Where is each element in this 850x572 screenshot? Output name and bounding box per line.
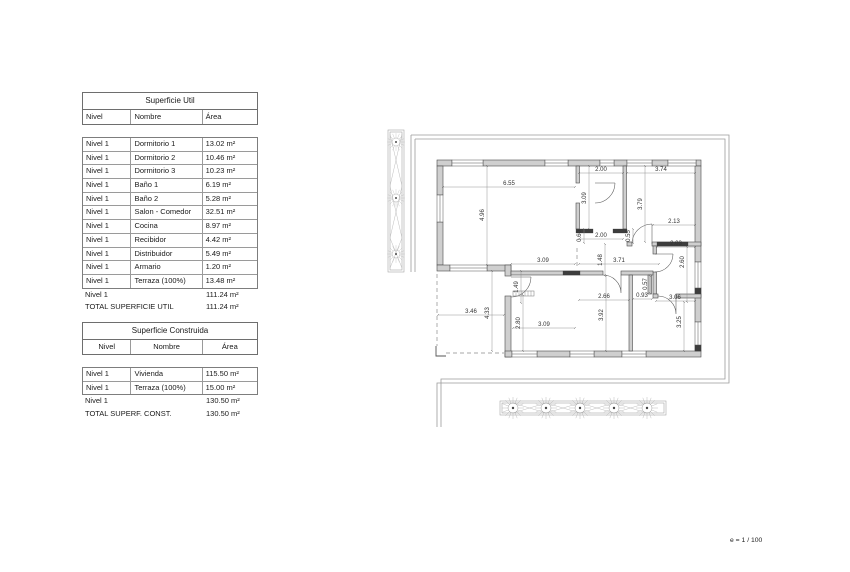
cell-area: 5.28 m²: [205, 193, 232, 203]
table-row: [83, 368, 257, 382]
cell-nombre: Dormitorio 1: [131, 138, 202, 151]
property-boundary: [411, 135, 729, 427]
cell-area: 13.02 m²: [205, 139, 236, 148]
scale-note: e = 1 / 100: [730, 537, 763, 544]
dim-label: 0.93: [636, 293, 648, 299]
cell-nombre: Dormitorio 3: [131, 165, 202, 178]
table-row: [83, 138, 257, 152]
cell-area: 4.42 m²: [205, 234, 232, 244]
cell-area: 10.23 m²: [205, 166, 236, 176]
cell-nivel: Nivel 1: [83, 261, 131, 274]
plant-icon: [535, 397, 557, 419]
table-row: [83, 165, 257, 179]
cell-nombre: Terraza (100%): [131, 382, 202, 395]
dim-label: 3.74: [655, 167, 667, 173]
plant-icon: [569, 397, 591, 419]
cell-nivel: Nivel 1: [83, 234, 131, 247]
table-row: [83, 248, 257, 262]
cell-nivel: Nivel 1: [83, 179, 131, 192]
cell-nivel: Nivel 1: [85, 289, 108, 299]
plant-icon: [502, 397, 524, 419]
cell-area: 13.48 m²: [205, 275, 236, 285]
table-title: Superficie Util: [82, 92, 258, 110]
door-arc: [603, 275, 621, 293]
doors: [511, 183, 676, 314]
table-body: [82, 367, 258, 395]
plant-icon: [387, 189, 405, 207]
windows: [437, 160, 701, 357]
cell-empty: [131, 395, 203, 408]
table-row: [83, 275, 257, 288]
dim-label: 0.57: [643, 278, 649, 290]
cell-nivel: Nivel 1: [83, 152, 131, 165]
dim-label: 2.60: [680, 256, 686, 268]
cell-nombre: Baño 1: [131, 179, 202, 192]
cell-nombre: Terraza (100%): [131, 275, 202, 288]
cell-nombre: Baño 2: [131, 193, 202, 206]
cell-area: 1.20 m²: [205, 262, 232, 272]
door-arc: [632, 224, 652, 244]
dim-label: 3.79: [638, 198, 644, 210]
cell-area: 111.24 m²: [206, 289, 239, 299]
cell-nivel: Nivel 1: [83, 248, 131, 261]
dim-label: 0.60: [577, 230, 583, 242]
cell-area: 5.49 m²: [205, 248, 232, 258]
table-body: [82, 137, 258, 289]
cell-nombre: Salon - Comedor: [131, 206, 202, 219]
dim-label: 2.66: [598, 294, 610, 300]
plant-icon: [387, 133, 405, 151]
total-label: TOTAL SUPERF. CONST.: [85, 408, 172, 418]
hedge-strip: [500, 397, 666, 419]
planter-strip: [387, 130, 405, 272]
cell-nivel: Nivel 1: [83, 206, 131, 219]
cell-nombre: Cocina: [131, 220, 202, 233]
table-row: [83, 193, 257, 207]
dim-label: 2.00: [595, 233, 607, 239]
dim-label: 4.96: [480, 209, 486, 221]
table-header-row: [82, 340, 258, 355]
table-row: [83, 152, 257, 166]
dim-label: 1.48: [598, 254, 604, 266]
dim-label: 3.09: [537, 258, 549, 264]
door-arc: [655, 254, 673, 272]
cell-empty: [131, 289, 203, 302]
table-subtotal-row: [82, 395, 258, 408]
table-superficie-construida: [82, 322, 258, 421]
header-nombre: Nombre: [131, 340, 202, 354]
header-area: Área: [205, 112, 222, 121]
cell-nombre: Distribuidor: [131, 248, 202, 261]
plant-icon: [387, 245, 405, 263]
header-nivel: Nivel: [83, 340, 131, 354]
dim-label: 6.55: [503, 181, 515, 187]
cell-nombre: Dormitorio 2: [131, 152, 202, 165]
dim-label: 3.09: [582, 192, 588, 204]
plant-icon: [636, 397, 658, 419]
cell-nivel: Nivel 1: [83, 220, 131, 233]
total-area: 111.24 m²: [206, 302, 239, 312]
dim-label: 3.71: [613, 258, 625, 264]
cell-nombre: Armario: [131, 261, 202, 274]
total-area: 130.50 m²: [206, 408, 240, 418]
cell-nivel: Nivel 1: [83, 368, 131, 381]
table-title: Superficie Construida: [82, 322, 258, 340]
table-row: [83, 261, 257, 275]
exterior-walls: [437, 160, 701, 357]
dim-label: 0.55: [626, 230, 632, 242]
cell-nivel: Nivel 1: [83, 275, 131, 288]
total-label: TOTAL SUPERFICIE UTIL: [85, 302, 174, 312]
dim-label: 3.92: [599, 309, 605, 321]
cell-nivel: Nivel 1: [83, 138, 131, 151]
door-arc: [595, 183, 615, 203]
cell-nombre: Vivienda: [131, 368, 202, 381]
plant-icon: [603, 397, 625, 419]
cell-nivel: Nivel 1: [83, 165, 131, 178]
cell-area: 10.46 m²: [205, 152, 236, 162]
table-superficie-util: [82, 92, 258, 314]
dim-label: 2.00: [595, 167, 607, 173]
dim-label: 2.13: [668, 219, 680, 225]
dim-label: 2.03: [670, 241, 682, 247]
dim-label: 3.46: [465, 309, 477, 315]
table-total-row: [82, 301, 258, 314]
dim-label: 4.33: [485, 307, 491, 319]
cell-area: 115.50 m²: [205, 369, 239, 378]
cell-nombre: Recibidor: [131, 234, 202, 247]
dim-label: 3.06: [669, 295, 681, 301]
cell-nivel: Nivel 1: [83, 382, 131, 395]
dimension-lines: [438, 166, 695, 351]
cell-area: 15.00 m²: [205, 382, 236, 392]
floor-plan: [380, 90, 800, 560]
table-subtotal-row: [82, 289, 258, 302]
table-total-row: [82, 408, 258, 421]
cell-area: 130.50 m²: [206, 396, 240, 406]
header-nivel: Nivel: [83, 110, 131, 124]
dim-label: 3.09: [538, 322, 550, 328]
table-row: [83, 179, 257, 193]
table-row: [83, 382, 257, 395]
dim-label: 2.80: [516, 317, 522, 329]
table-header-row: [82, 110, 258, 125]
header-nombre: Nombre: [131, 110, 202, 124]
dim-label: 1.49: [514, 281, 520, 293]
table-row: [83, 234, 257, 248]
cell-nivel: Nivel 1: [85, 396, 108, 406]
cell-area: 6.19 m²: [205, 180, 232, 190]
cell-area: 8.97 m²: [205, 221, 232, 231]
table-row: [83, 206, 257, 220]
table-row: [83, 220, 257, 234]
dim-label: 3.25: [677, 316, 683, 328]
cell-area: 32.51 m²: [205, 207, 236, 217]
cell-nivel: Nivel 1: [83, 193, 131, 206]
header-area: Área: [221, 342, 238, 351]
